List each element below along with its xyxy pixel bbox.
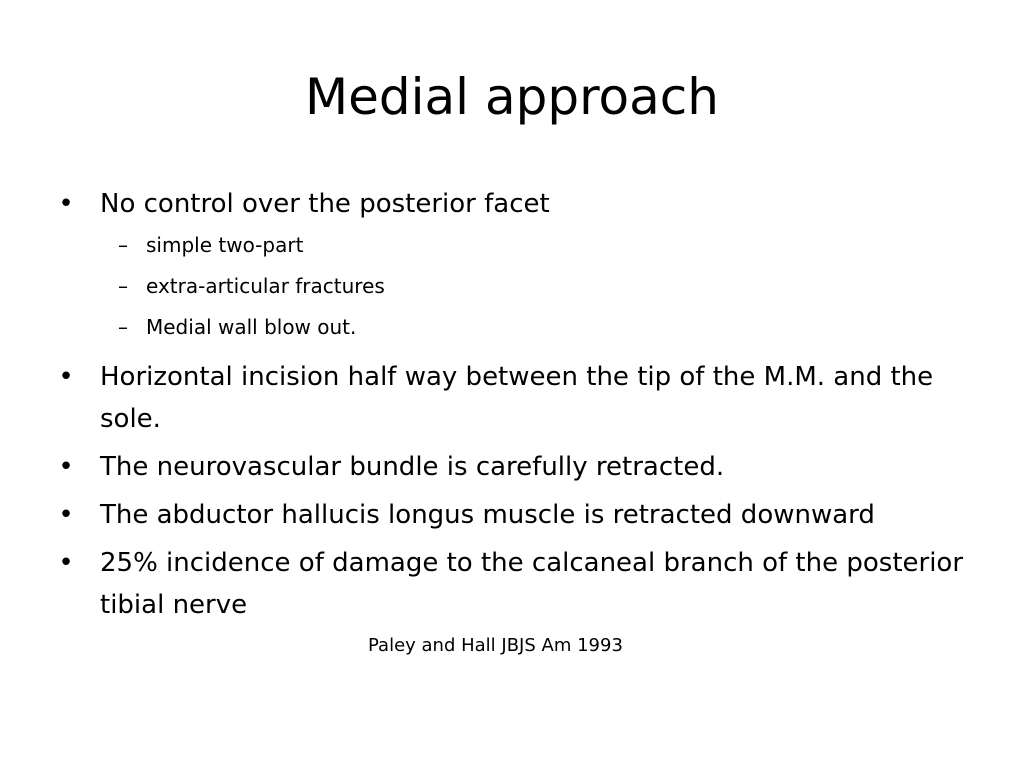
sub-bullet-text: Medial wall blow out. xyxy=(146,315,357,339)
bullet-text: The neurovascular bundle is carefully retracted. xyxy=(100,452,725,482)
dash-marker: – xyxy=(118,315,128,339)
sub-bullet-item xyxy=(56,225,966,266)
bullet-item xyxy=(56,542,966,626)
bullet-marker: • xyxy=(58,189,74,219)
bullet-marker: • xyxy=(58,452,74,482)
sub-bullet-text: extra-articular fractures xyxy=(146,274,385,298)
bullet-marker: • xyxy=(58,362,74,392)
bullet-list xyxy=(56,183,966,632)
bullet-text: Horizontal incision half way between the tip of the M.M. and the sole. xyxy=(100,362,934,434)
bullet-text: 25% incidence of damage to the calcaneal branch of the posterior tibial nerve xyxy=(100,548,964,620)
sub-bullet-item xyxy=(56,266,966,307)
citation: Paley and Hall JBJS Am 1993 xyxy=(368,635,623,656)
dash-marker: – xyxy=(118,233,128,257)
bullet-text: No control over the posterior facet xyxy=(100,189,550,219)
slide-title: Medial approach xyxy=(305,68,719,126)
bullet-text: The abductor hallucis longus muscle is retracted downward xyxy=(100,500,875,530)
sub-bullet-text: simple two-part xyxy=(146,233,304,257)
bullet-item xyxy=(56,356,966,440)
bullet-item xyxy=(56,183,966,225)
bullet-marker: • xyxy=(58,500,74,530)
bullet-marker: • xyxy=(58,548,74,578)
bullet-item xyxy=(56,446,966,488)
dash-marker: – xyxy=(118,274,128,298)
bullet-item xyxy=(56,494,966,536)
sub-bullet-item xyxy=(56,307,966,348)
